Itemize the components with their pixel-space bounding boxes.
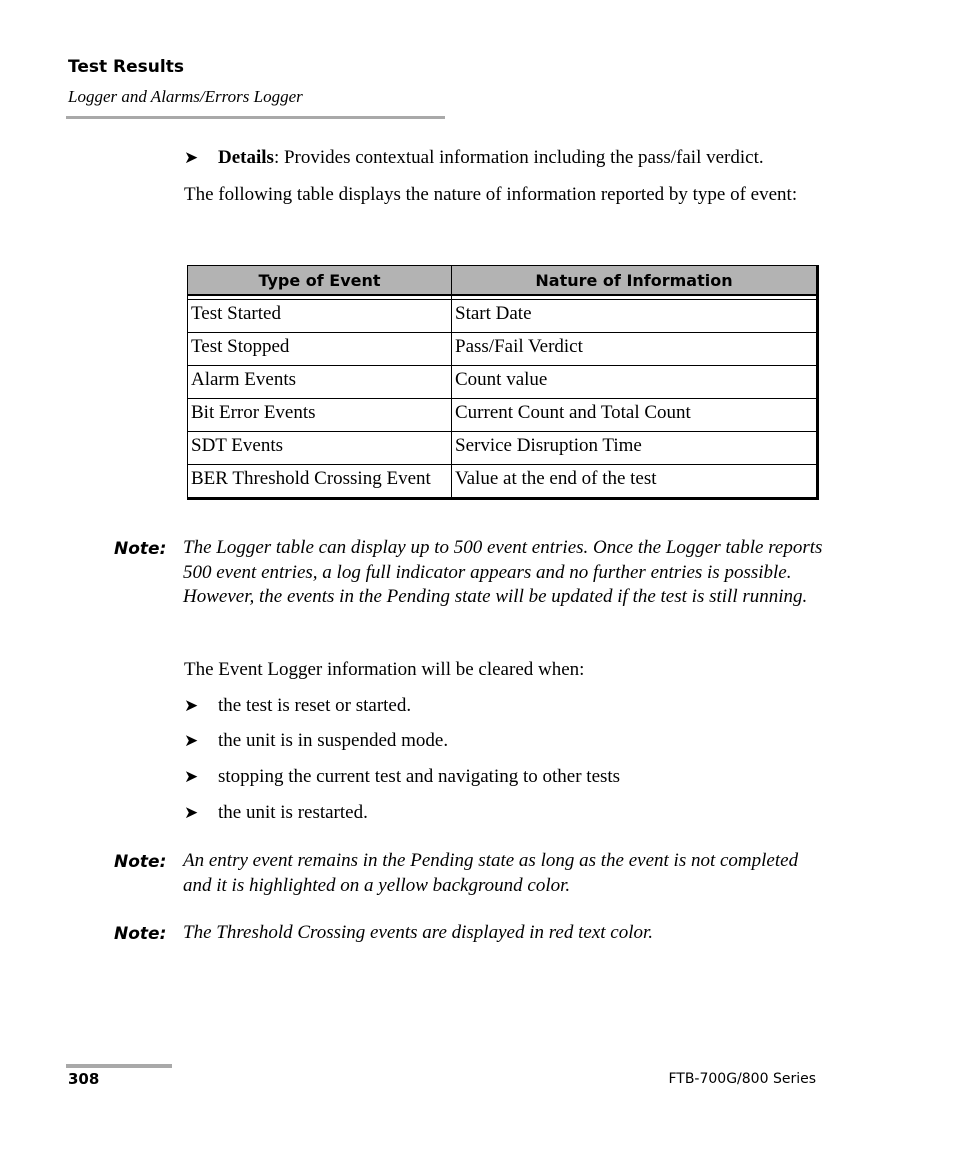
details-label: Details	[218, 147, 274, 168]
event-info-cell: Current Count and Total Count	[452, 399, 818, 432]
note-threshold-color	[114, 922, 824, 950]
event-type-cell: Test Started	[188, 300, 452, 333]
list-item	[184, 695, 411, 717]
details-bullet	[184, 147, 764, 169]
event-type-cell: BER Threshold Crossing Event	[188, 465, 452, 499]
event-table	[187, 265, 819, 500]
list-item-text: the unit is restarted.	[218, 802, 368, 823]
arrowhead-bullet-icon: ➤	[184, 803, 199, 823]
clear-intro: The Event Logger information will be cleared when:	[184, 659, 585, 680]
section-subtitle: Logger and Alarms/Errors Logger	[68, 87, 303, 106]
arrowhead-bullet-icon: ➤	[184, 731, 199, 751]
product-series: FTB-700G/800 Series	[668, 1071, 816, 1087]
table-header-nature: Nature of Information	[452, 266, 818, 296]
note-label: Note:	[114, 539, 167, 559]
event-info-cell: Start Date	[452, 300, 818, 333]
table-row	[188, 399, 818, 432]
note-pending-state	[114, 850, 824, 902]
page-number: 308	[68, 1070, 100, 1088]
arrowhead-bullet-icon: ➤	[184, 767, 199, 787]
note-label: Note:	[114, 852, 167, 872]
event-type-cell: Test Stopped	[188, 333, 452, 366]
event-type-cell: SDT Events	[188, 432, 452, 465]
arrowhead-bullet-icon: ➤	[184, 696, 199, 716]
list-item	[184, 730, 448, 752]
event-info-cell: Count value	[452, 366, 818, 399]
table-header-type: Type of Event	[188, 266, 452, 296]
table-row	[188, 432, 818, 465]
table-row	[188, 465, 818, 499]
note-text: An entry event remains in the Pending state as long as the event is not completed and it is highlighted on a yellow background color.	[183, 850, 799, 896]
section-title: Test Results	[68, 57, 184, 77]
note-label: Note:	[114, 924, 167, 944]
event-info-cell: Pass/Fail Verdict	[452, 333, 818, 366]
table-row	[188, 300, 818, 333]
list-item-text: the test is reset or started.	[218, 695, 412, 716]
header-divider	[66, 116, 445, 119]
event-info-cell: Service Disruption Time	[452, 432, 818, 465]
arrowhead-bullet-icon: ➤	[184, 148, 199, 168]
event-type-cell: Alarm Events	[188, 366, 452, 399]
note-logger-capacity	[114, 537, 824, 637]
note-text: The Threshold Crossing events are displayed in red text color.	[183, 922, 654, 943]
table-intro: The following table displays the nature of information reported by type of event:	[184, 184, 798, 205]
event-info-cell: Value at the end of the test	[452, 465, 818, 499]
table-row	[188, 333, 818, 366]
list-item	[184, 766, 620, 788]
note-text: The Logger table can display up to 500 event entries. Once the Logger table reports 500 event entries, a log full indicator appears and no further entries is possible. However, the events in the Pending state will be updated if the test is still running.	[183, 537, 823, 607]
details-text: : Provides contextual information including the pass/fail verdict.	[273, 147, 764, 168]
list-item-text: stopping the current test and navigating to other tests	[218, 766, 621, 787]
list-item	[184, 802, 368, 824]
event-type-cell: Bit Error Events	[188, 399, 452, 432]
footer-divider	[66, 1064, 172, 1068]
list-item-text: the unit is in suspended mode.	[218, 730, 449, 751]
table-row	[188, 366, 818, 399]
